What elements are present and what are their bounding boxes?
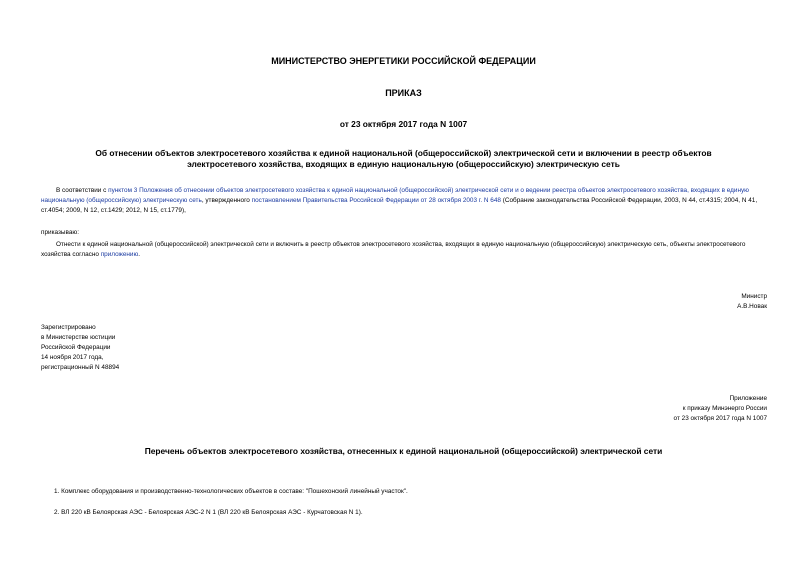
date-number-heading: от 23 октября 2017 года N 1007: [339, 119, 468, 129]
list-item: 1. Комплекс оборудования и производственно-технологических объектов в составе: "Пошехонский линейный участок".: [54, 488, 408, 495]
appendix-line: Приложение: [729, 395, 767, 402]
list-title: Перечень объектов электросетевого хозяйства, отнесенных к единой национальной (общероссийской) электрической сети: [144, 446, 663, 456]
preamble-paragraph: [41, 186, 770, 216]
title-line-2: электросетевого хозяйства, входящих в единую национальную (общероссийскую) электрическую сеть: [187, 159, 620, 169]
signature-name: А.В.Новак: [737, 303, 767, 310]
registration-line: Российской Федерации: [41, 344, 111, 351]
title-line-1: Об отнесении объектов электросетевого хозяйства к единой национальной (общероссийской) электрической сети и включении в реестр объектов: [95, 148, 712, 158]
appendix-line: от 23 октября 2017 года N 1007: [673, 415, 767, 422]
registration-line: в Министерстве юстиции: [41, 334, 116, 341]
registration-line: 14 ноября 2017 года,: [41, 354, 104, 361]
signature-block: [737, 292, 767, 312]
regulation-link[interactable]: пунктом 3 Положения об отнесении объектов электросетевого хозяйства к единой национальной (общероссийской) электрической сети и о ведении реестра объектов электросетевого хозяйства, входящих в единую национальную (общероссийскую) электрическую сеть: [41, 187, 749, 204]
preamble-text-1: В соответствии с: [56, 187, 109, 194]
order-word: приказываю:: [41, 229, 79, 236]
appendix-header: [674, 394, 767, 424]
list-item: 2. ВЛ 220 кВ Белоярская АЭС - Белоярская АЭС-2 N 1 (ВЛ 220 кВ Белоярская АЭС - Курчатовская N 1).: [54, 509, 363, 516]
appendix-link[interactable]: приложению: [100, 251, 139, 258]
preamble-text-2: , утвержденного: [201, 197, 252, 204]
document-title: [0, 148, 807, 170]
order-text-2: .: [138, 251, 141, 258]
registration-line: регистрационный N 48894: [41, 364, 120, 371]
signature-position: Министр: [741, 293, 767, 300]
order-paragraph: [41, 240, 770, 260]
registration-block: [41, 323, 119, 373]
government-decree-link[interactable]: постановлением Правительства Российской Федерации от 28 октября 2003 г. N 648: [251, 197, 501, 204]
doc-type-heading: ПРИКАЗ: [385, 88, 422, 98]
order-text-1: Отнести к единой национальной (общероссийской) электрической сети и включить в реестр объектов электросетевого хозяйства, входящих в единую национальную (общероссийскую) электрическую сеть, объекты электросетевого хозяйства согласно: [41, 241, 746, 258]
ministry-heading: МИНИСТЕРСТВО ЭНЕРГЕТИКИ РОССИЙСКОЙ ФЕДЕРАЦИИ: [271, 56, 536, 66]
registration-line: Зарегистрировано: [41, 324, 96, 331]
preamble-text-3: (Собрание законодательства Российской Федерации, 2003, N 44, ст.4315; 2004, N 41, ст.4054; 2009, N 12, ст.1429; 2012, N 15, ст.1779),: [41, 197, 758, 214]
appendix-line: к приказу Минэнерго России: [682, 405, 767, 412]
